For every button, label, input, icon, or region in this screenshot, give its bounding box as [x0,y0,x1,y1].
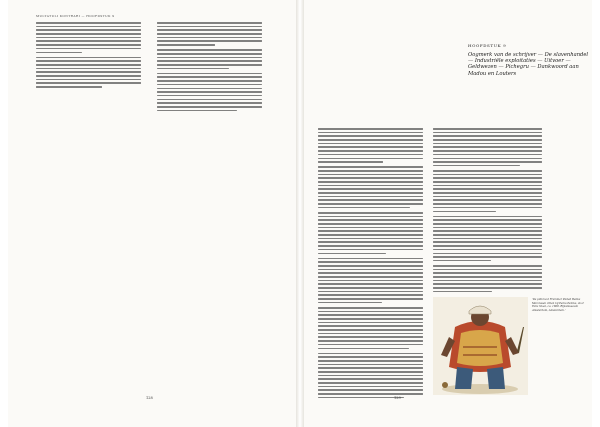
text-line [157,76,262,78]
text-line [318,356,423,358]
text-line [318,241,423,243]
text-line [157,33,262,35]
text-line [433,158,542,160]
text-line [318,382,423,384]
text-line [318,322,423,324]
text-line [433,238,542,240]
text-line [36,60,141,62]
text-line [318,139,423,141]
text-line [433,139,542,141]
text-line [433,174,542,176]
text-line [318,253,386,255]
text-line [318,397,404,399]
text-line [433,181,542,183]
text-line [318,154,423,156]
text-line [318,378,423,380]
text-line [157,64,262,66]
text-line [433,219,542,221]
text-line [318,314,423,316]
text-line [318,219,423,221]
text-line [318,287,423,289]
text-line [433,272,542,274]
text-line [318,245,423,247]
text-line [433,192,542,194]
text-line [433,135,542,137]
running-head: MULTATULI KONTRARI — HOOFDSTUK 9 [36,14,115,18]
text-line [157,53,262,55]
text-line [157,44,215,46]
text-line [318,238,423,240]
text-line [318,367,423,369]
text-line [318,353,423,355]
text-line [433,161,542,163]
text-line [36,68,141,70]
right-folio: 129 [394,396,401,400]
text-line [318,188,423,190]
text-line [433,291,492,293]
text-line [157,91,262,93]
text-line [36,79,141,81]
text-line [318,318,423,320]
text-line [318,150,423,152]
text-line [433,249,542,251]
text-line [433,234,542,236]
text-line [36,52,82,54]
portrait-drawing [433,297,528,395]
text-line [318,192,423,194]
text-line [157,49,262,51]
text-line [433,269,542,271]
text-line [157,88,262,90]
text-line [157,22,262,24]
text-line [433,199,542,201]
text-line [318,348,409,350]
text-line [318,216,423,218]
text-line [318,265,423,267]
text-line [433,287,542,289]
text-line [318,132,423,134]
text-line [318,234,423,236]
text-line [318,258,423,260]
text-line [433,143,542,145]
text-line [318,143,423,145]
text-line [433,128,542,130]
text-line [318,135,423,137]
text-line [433,188,542,190]
text-line [433,132,542,134]
text-line [157,110,237,112]
text-line [318,302,382,304]
text-line [318,294,423,296]
text-line [318,298,423,300]
text-line [318,360,423,362]
text-line [36,22,141,24]
text-line [433,227,542,229]
text-line [36,82,141,84]
text-line [318,291,423,293]
text-line [318,249,423,251]
text-line [433,203,542,205]
text-line [433,216,542,218]
right-column-2 [433,128,549,296]
text-line [318,325,423,327]
text-line [318,207,410,209]
text-line [433,256,542,258]
text-line [318,336,423,338]
text-line [318,223,423,225]
left-folio: 128 [146,396,153,400]
text-line [157,57,262,59]
text-line [157,37,262,39]
chapter-label: HOOFDSTUK 9 [468,43,507,48]
gutter [296,0,304,427]
text-line [36,57,141,59]
text-line [318,196,423,198]
text-line [318,311,423,313]
text-line [318,329,423,331]
text-line [318,161,383,163]
text-line [36,26,141,28]
text-line [433,265,542,267]
text-line [318,170,423,172]
text-line [318,185,423,187]
text-line [36,71,141,73]
text-line [433,150,542,152]
text-line [318,181,423,183]
text-line [318,386,423,388]
text-line [433,280,542,282]
text-line [36,40,141,42]
text-line [157,95,262,97]
text-line [318,389,423,391]
text-line [157,40,262,42]
text-line [433,207,542,209]
text-line [433,253,542,255]
text-line [318,212,423,214]
text-line [157,29,262,31]
text-line [36,29,141,31]
text-line [157,73,262,75]
text-line [318,272,423,274]
text-line [433,230,542,232]
left-column-2 [157,22,269,115]
text-line [157,26,262,28]
text-line [36,37,141,39]
text-line [318,280,423,282]
text-line [157,106,262,108]
text-line [36,86,102,88]
text-line [157,68,229,70]
text-line [318,230,423,232]
text-line [318,393,423,395]
text-line [433,185,542,187]
right-column-1 [318,128,430,402]
text-line [157,99,262,101]
text-line [433,177,542,179]
text-line [318,333,423,335]
text-line [36,33,141,35]
text-line [433,276,542,278]
left-column-1 [36,22,148,91]
figure-caption: 'De pikbrood Frammer Pieted Banka Marolusen zitten bij Pemu Pemba, door Felix Stoel, ca. 1808. Rijksmuseum Amsterdam, Amsterdam.' [532,298,584,312]
text-line [433,170,542,172]
text-line [433,260,491,262]
text-line [36,75,141,77]
text-line [318,375,423,377]
text-line [433,283,542,285]
text-line [318,307,423,309]
text-line [318,128,423,130]
text-line [318,227,423,229]
text-line [433,146,542,148]
left-page [8,0,296,427]
text-line [318,174,423,176]
text-line [433,165,520,167]
portrait-illustration [433,297,528,395]
text-line [157,102,262,104]
text-line [433,223,542,225]
text-line [157,84,262,86]
text-line [318,283,423,285]
text-line [318,364,423,366]
text-line [36,64,141,66]
text-line [157,60,262,62]
text-line [157,80,262,82]
text-line [318,276,423,278]
chapter-title: Oogmerk van de schrijver — De slavenhandel — Industriële exploitaties — Uitvoer — Geldwezen — Pichegru — Dankwoord aan Madou en Louters [468,52,589,77]
text-line [318,158,423,160]
text-line [318,177,423,179]
text-line [318,340,423,342]
text-line [318,371,423,373]
text-line [433,245,542,247]
text-line [433,211,496,213]
text-line [36,48,141,50]
text-line [318,344,423,346]
text-line [318,199,423,201]
text-line [36,44,141,46]
text-line [433,196,542,198]
text-line [318,269,423,271]
text-line [318,261,423,263]
text-line [433,154,542,156]
text-line [318,203,423,205]
text-line [318,166,423,168]
text-line [318,146,423,148]
text-line [433,241,542,243]
